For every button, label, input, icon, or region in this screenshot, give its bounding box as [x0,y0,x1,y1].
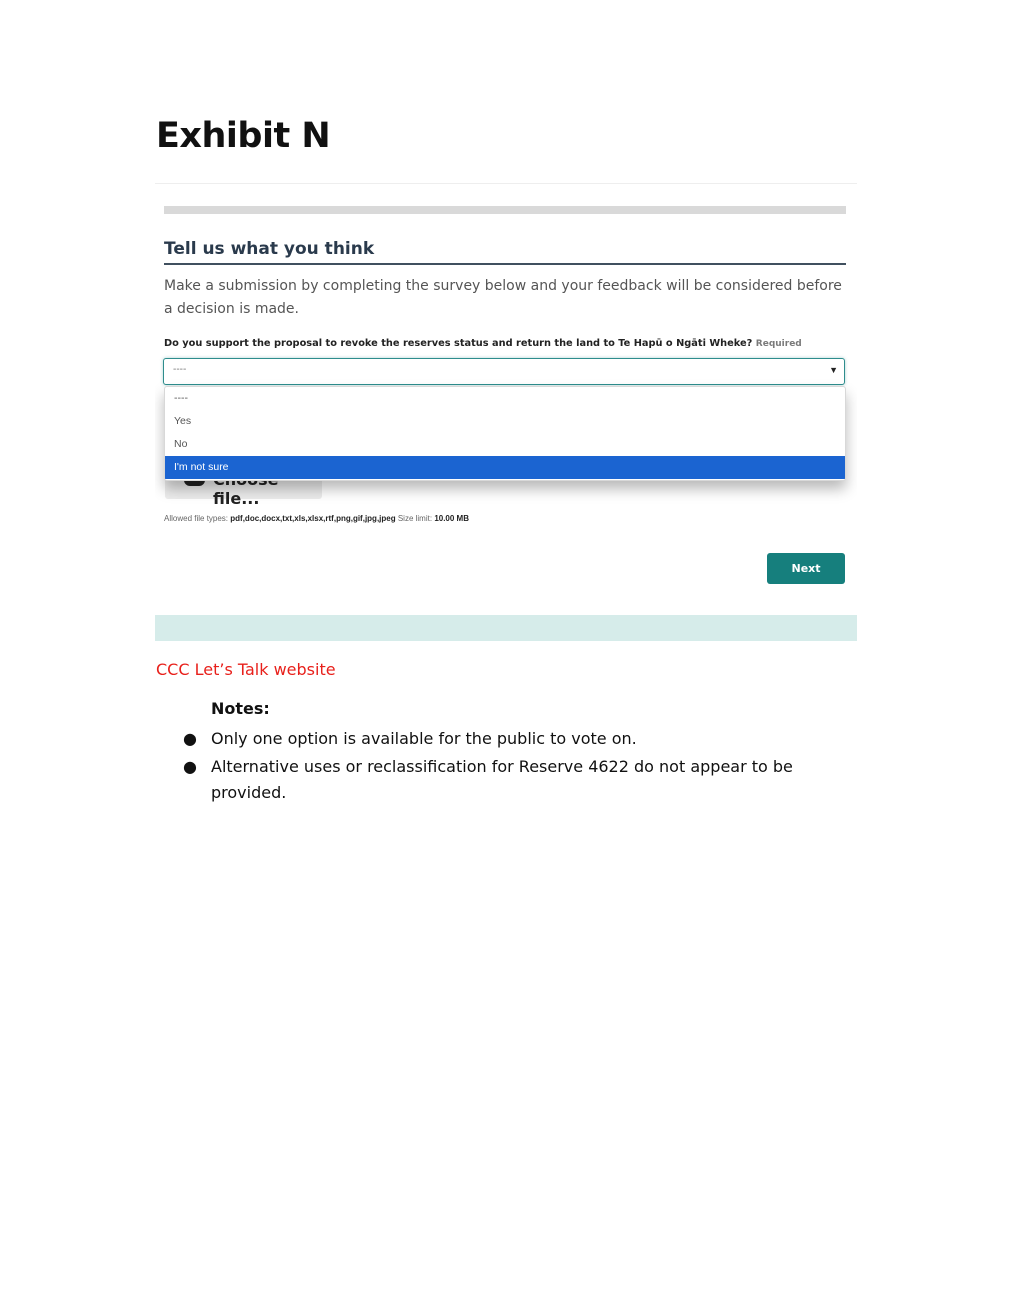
website-screenshot [155,183,857,641]
file-info [164,514,469,523]
progress-bar [164,206,846,214]
footer-band [155,615,857,641]
survey-heading: Tell us what you think [164,239,375,259]
notes-heading: Notes: [211,699,270,718]
bullet-icon: ● [183,756,197,776]
bullet-icon: ● [183,729,197,748]
list-item [0,726,801,753]
notes-list [0,726,1012,808]
question-text: Do you support the proposal to revoke the reserves status and return the land to Te Hapū o Ngāti Wheke? [164,338,753,349]
exhibit-title: Exhibit N [156,116,331,156]
survey-question [164,338,802,349]
support-select[interactable] [163,358,845,385]
survey-intro: Make a submission by completing the survey below and your feedback will be considered before a decision is made. [164,278,842,317]
allowed-types-prefix: Allowed file types: [164,514,229,523]
select-current-value: ---- [173,364,187,375]
next-button[interactable]: Next [767,553,845,584]
divider [155,183,857,184]
chevron-down-icon: ▼ [829,365,838,375]
heading-divider [164,263,846,265]
size-limit-prefix: Size limit: [397,514,433,523]
choose-file-label: file... [213,489,260,508]
note-text: Only one option is available for the public to vote on. [211,729,637,748]
size-limit-value: 10.00 MB [434,514,469,523]
list-item [0,754,801,807]
screenshot-caption: CCC Let’s Talk website [156,660,336,679]
dropdown-option-no[interactable]: No [174,438,188,450]
note-text: Alternative uses or reclassification for Reserve 4622 do not appear to be provided. [211,756,793,802]
dropdown-option-yes[interactable]: Yes [174,415,192,427]
allowed-types-value: pdf,doc,docx,txt,xls,xlsx,rtf,png,gif,jpg,jpeg [230,514,396,523]
dropdown-option-blank[interactable]: ---- [174,392,188,404]
dropdown-option-not-sure[interactable]: I'm not sure [165,456,845,479]
required-badge: Required [755,339,802,349]
dropdown-options [164,386,846,481]
